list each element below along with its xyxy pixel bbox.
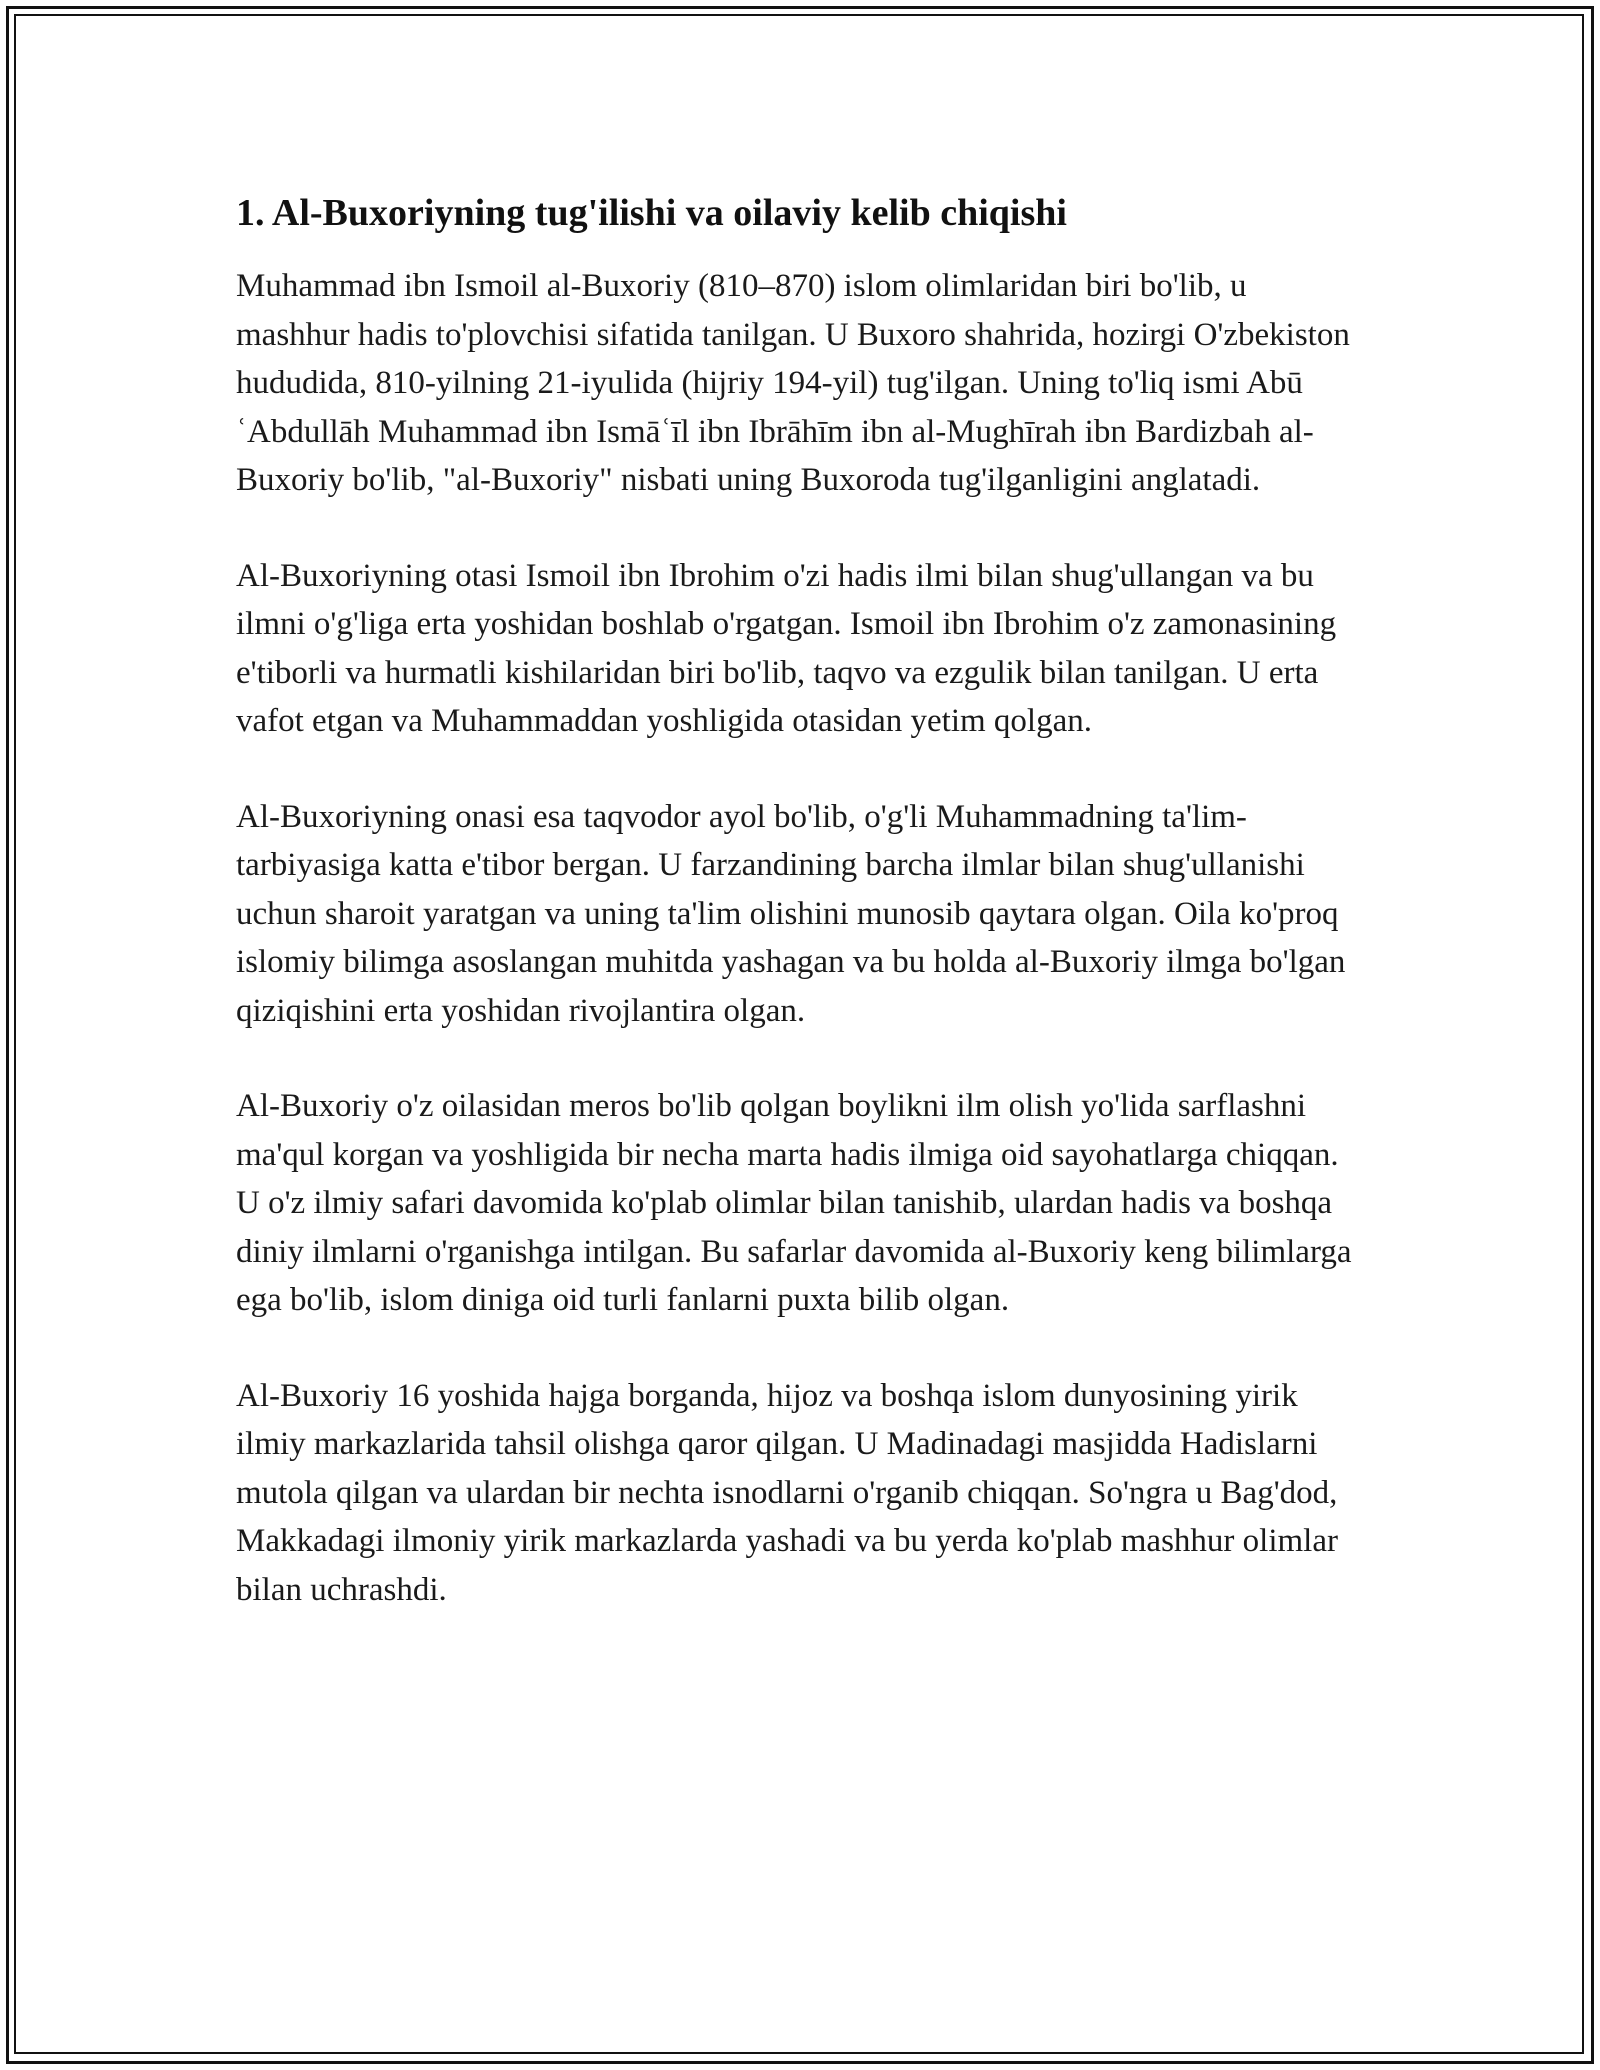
- paragraph-inheritance-travels: Al-Buxoriy o'z oilasidan meros bo'lib qolgan boylikni ilm olish yo'lida sarflashni ma'qul korgan va yoshligida bir necha marta hadis ilmiga oid sayohatlarga chiqqan. U o'z ilmiy safari davomida ko'plab olimlar bilan tanishib, ulardan hadis va boshqa diniy ilmlarni o'rganishga intilgan. Bu safarlar davomida al-Buxoriy keng bilimlarga ega bo'lib, islom diniga oid turli fanlarni puxta bilib olgan.: [236, 1088, 1352, 1318]
- paragraph-father: Al-Buxoriyning otasi Ismoil ibn Ibrohim o'zi hadis ilmi bilan shug'ullangan va bu ilmni o'g'liga erta yoshidan boshlab o'rgatgan. Ismoil ibn Ibrohim o'z zamonasining e'tiborli va hurmatli kishilaridan biri bo'lib, taqvo va ezgulik bilan tanilgan. U erta vafot etgan va Muhammaddan yoshligida otasidan yetim qolgan.: [236, 557, 1337, 739]
- paragraph-birth-origin: Muhammad ibn Ismoil al-Buxoriy (810–870) islom olimlaridan biri bo'lib, u mashhur hadis to'plovchisi sifatida tanilgan. U Buxoro shahrida, hozirgi O'zbekiston hududida, 810-yilning 21-iyulida (hijriy 194-yil) tug'ilgan. Uning to'liq ismi Abū ʿAbdullāh Muhammad ibn Ismāʿīl ibn Ibrāhīm ibn al-Mughīrah ibn Bardizbah al-Buxoriy bo'lib, "al-Buxoriy" nisbati uning Buxoroda tug'ilganligini anglatadi.: [236, 268, 1350, 498]
- section-heading: 1. Al-Buxoriyning tug'ilishi va oilaviy kelib chiqishi: [236, 192, 1067, 234]
- document-body: [236, 186, 1366, 1661]
- paragraph-mother: Al-Buxoriyning onasi esa taqvodor ayol bo'lib, o'g'li Muhammadning ta'lim-tarbiyasiga katta e'tibor bergan. U farzandining barcha ilmlar bilan shug'ullanishi uchun sharoit yaratgan va uning ta'lim olishini munosib qaytara olgan. Oila ko'proq islomiy bilimga asoslangan muhitda yashagan va bu holda al-Buxoriy ilmga bo'lgan qiziqishini erta yoshidan rivojlantira olgan.: [236, 798, 1346, 1029]
- paragraph-hajj-studies: Al-Buxoriy 16 yoshida hajga borganda, hijoz va boshqa islom dunyosining yirik ilmiy markazlarida tahsil olishga qaror qilgan. U Madinadagi masjidda Hadislarni mutola qilgan va ulardan bir nechta isnodlarni o'rganib chiqqan. So'ngra u Bag'dod, Makkadagi ilmoniy yirik markazlarda yashadi va bu yerda ko'plab mashhur olimlar bilan uchrashdi.: [236, 1377, 1338, 1608]
